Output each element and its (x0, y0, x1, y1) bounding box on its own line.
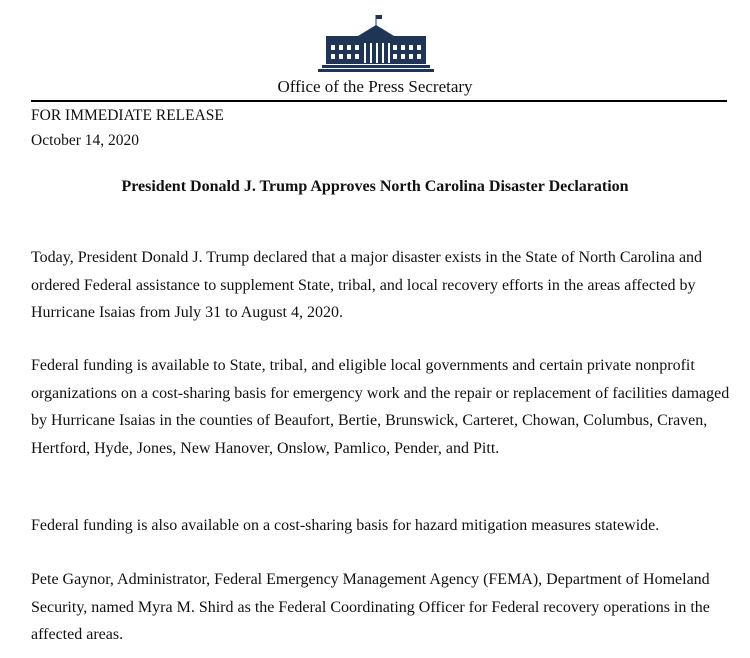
paragraph-federal-funding: Federal funding is available to State, tribal, and eligible local governments and certain private nonprofit organizations on a cost-sharing basis for emergency work and the repair or replacement of facilities damaged by Hurricane Isaias in the counties of Beaufort, Bertie, Brunswick, Carteret, Chowan, Columbus, Craven, Hertford, Hyde, Jones, New Hanover, Onslow, Pamlico, Pender, and Pitt. (31, 357, 730, 457)
paragraph-declaration: Today, President Donald J. Trump declared that a major disaster exists in the State of North Carolina and ordered Federal assistance to supplement State, tribal, and local recovery efforts in the areas affected by Hurricane Isaias from July 31 to August 4, 2020. (31, 249, 703, 321)
paragraph-coordinating-officer: Pete Gaynor, Administrator, Federal Emergency Management Agency (FEMA), Department of Homeland Security, named Myra M. Shird as the Federal Coordinating Officer for Federal recovery operations in the affected areas. (31, 571, 710, 643)
office-name: Office of the Press Secretary (277, 77, 473, 96)
header-divider (31, 100, 727, 102)
release-date: October 14, 2020 (31, 132, 140, 149)
release-label: FOR IMMEDIATE RELEASE (31, 107, 224, 124)
press-release-title: President Donald J. Trump Approves North Carolina Disaster Declaration (121, 178, 629, 195)
paragraph-hazard-mitigation: Federal funding is also available on a cost-sharing basis for hazard mitigation measures statewide. (31, 517, 660, 534)
white-house-logo-icon (318, 12, 434, 72)
